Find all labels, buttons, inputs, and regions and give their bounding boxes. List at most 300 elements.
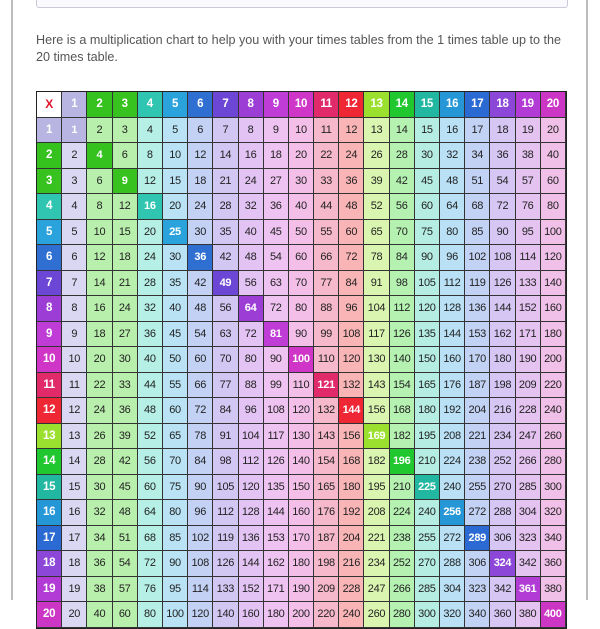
top-panel [36,0,568,8]
page-frame-left [11,0,13,600]
product-cell: 192 [339,500,364,526]
product-cell: 38 [87,577,112,603]
product-cell: 80 [541,194,566,220]
product-cell: 26 [87,424,112,450]
product-cell: 18 [264,143,289,169]
product-cell: 6 [188,118,213,144]
product-cell: 11 [314,118,339,144]
product-cell: 7 [213,118,238,144]
product-cell: 144 [490,296,515,322]
product-cell: 112 [239,449,264,475]
column-header: 9 [264,92,289,118]
square-cell: 121 [314,373,339,399]
product-cell: 180 [415,398,440,424]
row-header: 1 [37,118,62,144]
product-cell: 88 [314,296,339,322]
product-cell: 19 [62,577,87,603]
product-cell: 221 [465,424,490,450]
product-cell: 99 [314,322,339,348]
product-cell: 34 [87,526,112,552]
product-cell: 64 [440,194,465,220]
product-cell: 187 [465,373,490,399]
product-cell: 17 [465,118,490,144]
product-cell: 27 [264,169,289,195]
square-cell: 25 [163,220,188,246]
product-cell: 320 [541,500,566,526]
product-cell: 135 [415,322,440,348]
product-cell: 10 [62,347,87,373]
product-cell: 221 [364,526,389,552]
product-cell: 342 [490,577,515,603]
product-cell: 40 [239,220,264,246]
product-cell: 220 [541,373,566,399]
product-cell: 176 [440,373,465,399]
product-cell: 209 [516,373,541,399]
product-cell: 10 [163,143,188,169]
product-cell: 190 [516,347,541,373]
row-header: 4 [37,194,62,220]
product-cell: 84 [213,398,238,424]
product-cell: 30 [163,245,188,271]
product-cell: 126 [390,322,415,348]
product-cell: 143 [314,424,339,450]
product-cell: 51 [113,526,138,552]
product-cell: 144 [264,500,289,526]
product-cell: 78 [188,424,213,450]
product-cell: 40 [289,194,314,220]
product-cell: 216 [490,398,515,424]
square-cell: 49 [213,271,238,297]
square-cell: 324 [490,551,515,577]
product-cell: 66 [188,373,213,399]
product-cell: 22 [314,143,339,169]
product-cell: 304 [440,577,465,603]
corner-label: X [37,92,62,118]
product-cell: 85 [465,220,490,246]
product-cell: 192 [440,398,465,424]
product-cell: 17 [62,526,87,552]
product-cell: 144 [239,551,264,577]
product-cell: 77 [213,373,238,399]
product-cell: 38 [516,143,541,169]
product-cell: 108 [264,398,289,424]
row-header: 14 [37,449,62,475]
product-cell: 90 [188,475,213,501]
product-cell: 272 [440,526,465,552]
product-cell: 216 [339,551,364,577]
product-cell: 105 [415,271,440,297]
product-cell: 240 [541,398,566,424]
product-cell: 65 [364,220,389,246]
product-cell: 342 [516,551,541,577]
product-cell: 80 [163,500,188,526]
product-cell: 90 [289,322,314,348]
product-cell: 180 [289,551,314,577]
product-cell: 220 [314,602,339,628]
product-cell: 100 [541,220,566,246]
product-cell: 130 [364,347,389,373]
product-cell: 36 [264,194,289,220]
product-cell: 60 [541,169,566,195]
product-cell: 240 [415,500,440,526]
product-cell: 168 [390,398,415,424]
product-cell: 110 [289,373,314,399]
product-cell: 168 [339,449,364,475]
product-cell: 72 [188,398,213,424]
column-header: 12 [339,92,364,118]
product-cell: 33 [314,169,339,195]
product-cell: 68 [465,194,490,220]
product-cell: 6 [87,169,112,195]
product-cell: 140 [541,271,566,297]
product-cell: 76 [138,577,163,603]
product-cell: 28 [213,194,238,220]
product-cell: 144 [440,322,465,348]
product-cell: 40 [87,602,112,628]
row-header: 15 [37,475,62,501]
product-cell: 160 [239,602,264,628]
product-cell: 72 [138,551,163,577]
product-cell: 15 [113,220,138,246]
product-cell: 12 [188,143,213,169]
product-cell: 165 [415,373,440,399]
product-cell: 187 [314,526,339,552]
product-cell: 20 [62,602,87,628]
product-cell: 60 [163,398,188,424]
product-cell: 70 [213,347,238,373]
product-cell: 3 [62,169,87,195]
square-cell: 400 [541,602,566,628]
product-cell: 120 [289,398,314,424]
product-cell: 270 [490,475,515,501]
product-cell: 90 [490,220,515,246]
product-cell: 42 [113,449,138,475]
product-cell: 28 [87,449,112,475]
product-cell: 160 [440,347,465,373]
product-cell: 4 [138,118,163,144]
product-cell: 84 [339,271,364,297]
product-cell: 14 [62,449,87,475]
square-cell: 289 [465,526,490,552]
product-cell: 15 [415,118,440,144]
product-cell: 247 [516,424,541,450]
product-cell: 32 [87,500,112,526]
product-cell: 20 [138,220,163,246]
product-cell: 42 [390,169,415,195]
product-cell: 60 [339,220,364,246]
product-cell: 108 [339,322,364,348]
product-cell: 44 [138,373,163,399]
product-cell: 108 [188,551,213,577]
product-cell: 195 [364,475,389,501]
product-cell: 39 [113,424,138,450]
row-header: 2 [37,143,62,169]
product-cell: 180 [541,322,566,348]
product-cell: 66 [314,245,339,271]
product-cell: 156 [339,424,364,450]
product-cell: 14 [87,271,112,297]
product-cell: 255 [415,526,440,552]
product-cell: 104 [239,424,264,450]
product-cell: 126 [213,551,238,577]
product-cell: 40 [541,143,566,169]
product-cell: 238 [465,449,490,475]
product-cell: 171 [516,322,541,348]
product-cell: 96 [239,398,264,424]
square-cell: 4 [87,143,112,169]
product-cell: 270 [415,551,440,577]
product-cell: 30 [289,169,314,195]
product-cell: 96 [339,296,364,322]
product-cell: 60 [415,194,440,220]
product-cell: 48 [339,194,364,220]
product-cell: 28 [138,271,163,297]
column-header: 20 [541,92,566,118]
product-cell: 210 [390,475,415,501]
product-cell: 12 [339,118,364,144]
square-cell: 256 [440,500,465,526]
product-cell: 50 [289,220,314,246]
product-cell: 84 [390,245,415,271]
product-cell: 63 [264,271,289,297]
product-cell: 91 [364,271,389,297]
product-cell: 18 [113,245,138,271]
product-cell: 200 [289,602,314,628]
row-header: 12 [37,398,62,424]
product-cell: 70 [390,220,415,246]
product-cell: 16 [87,296,112,322]
product-cell: 15 [62,475,87,501]
product-cell: 153 [264,526,289,552]
product-cell: 19 [516,118,541,144]
product-cell: 133 [213,577,238,603]
product-cell: 2 [62,143,87,169]
intro-paragraph: Here is a multiplication chart to help you with your times tables from the 1 times table up to the 20 times table. [36,33,561,64]
product-cell: 72 [239,322,264,348]
product-cell: 200 [541,347,566,373]
product-cell: 55 [163,373,188,399]
row-header: 6 [37,245,62,271]
product-cell: 20 [541,118,566,144]
product-cell: 150 [415,347,440,373]
product-cell: 10 [289,118,314,144]
column-header: 19 [516,92,541,118]
row-header: 3 [37,169,62,195]
column-header: 10 [289,92,314,118]
product-cell: 6 [62,245,87,271]
product-cell: 306 [490,526,515,552]
product-cell: 14 [390,118,415,144]
product-cell: 45 [163,322,188,348]
product-cell: 4 [62,194,87,220]
product-cell: 65 [163,424,188,450]
product-cell: 228 [339,577,364,603]
product-cell: 204 [465,398,490,424]
product-cell: 135 [264,475,289,501]
product-cell: 60 [138,475,163,501]
product-cell: 36 [490,143,515,169]
product-cell: 54 [113,551,138,577]
column-header: 4 [138,92,163,118]
product-cell: 234 [490,424,515,450]
product-cell: 252 [490,449,515,475]
product-cell: 2 [87,118,112,144]
product-cell: 300 [415,602,440,628]
product-cell: 8 [62,296,87,322]
product-cell: 9 [62,322,87,348]
product-cell: 40 [163,296,188,322]
product-cell: 136 [239,526,264,552]
row-header: 7 [37,271,62,297]
product-cell: 36 [138,322,163,348]
column-header: 5 [163,92,188,118]
product-cell: 91 [213,424,238,450]
product-cell: 84 [188,449,213,475]
product-cell: 255 [465,475,490,501]
product-cell: 198 [490,373,515,399]
column-header: 1 [62,92,87,118]
product-cell: 280 [390,602,415,628]
product-cell: 285 [415,577,440,603]
product-cell: 57 [113,577,138,603]
product-cell: 18 [62,551,87,577]
product-cell: 54 [490,169,515,195]
product-cell: 3 [113,118,138,144]
product-cell: 24 [138,245,163,271]
product-cell: 153 [465,322,490,348]
product-cell: 162 [264,551,289,577]
product-cell: 68 [138,526,163,552]
column-header: 14 [390,92,415,118]
product-cell: 126 [264,449,289,475]
product-cell: 280 [541,449,566,475]
product-cell: 7 [62,271,87,297]
product-cell: 56 [213,296,238,322]
product-cell: 323 [465,577,490,603]
square-cell: 144 [339,398,364,424]
product-cell: 54 [188,322,213,348]
product-cell: 78 [364,245,389,271]
product-cell: 170 [465,347,490,373]
product-cell: 8 [239,118,264,144]
product-cell: 16 [440,118,465,144]
product-cell: 45 [264,220,289,246]
product-cell: 20 [87,347,112,373]
square-cell: 361 [516,577,541,603]
product-cell: 120 [415,296,440,322]
product-cell: 119 [465,271,490,297]
column-header: 15 [415,92,440,118]
product-cell: 320 [440,602,465,628]
product-cell: 13 [364,118,389,144]
row-header: 5 [37,220,62,246]
product-cell: 104 [364,296,389,322]
product-cell: 15 [163,169,188,195]
product-cell: 76 [516,194,541,220]
product-cell: 110 [314,347,339,373]
row-header: 9 [37,322,62,348]
product-cell: 12 [87,245,112,271]
product-cell: 128 [239,500,264,526]
product-cell: 176 [314,500,339,526]
product-cell: 36 [113,398,138,424]
product-cell: 165 [314,475,339,501]
product-cell: 72 [490,194,515,220]
product-cell: 10 [87,220,112,246]
product-cell: 45 [415,169,440,195]
product-cell: 33 [113,373,138,399]
product-cell: 80 [239,347,264,373]
product-cell: 105 [213,475,238,501]
product-cell: 64 [138,500,163,526]
product-cell: 80 [289,296,314,322]
product-cell: 27 [113,322,138,348]
row-header: 8 [37,296,62,322]
product-cell: 56 [390,194,415,220]
square-cell: 9 [113,169,138,195]
product-cell: 98 [390,271,415,297]
product-cell: 44 [314,194,339,220]
product-cell: 18 [87,322,112,348]
product-cell: 304 [516,500,541,526]
square-cell: 81 [264,322,289,348]
product-cell: 95 [163,577,188,603]
product-cell: 72 [339,245,364,271]
product-cell: 70 [289,271,314,297]
product-cell: 48 [113,500,138,526]
product-cell: 130 [289,424,314,450]
product-cell: 20 [289,143,314,169]
product-cell: 34 [465,143,490,169]
product-cell: 114 [516,245,541,271]
product-cell: 88 [239,373,264,399]
product-cell: 32 [440,143,465,169]
square-cell: 169 [364,424,389,450]
product-cell: 204 [339,526,364,552]
product-cell: 114 [188,577,213,603]
row-header: 10 [37,347,62,373]
product-cell: 99 [264,373,289,399]
product-cell: 95 [516,220,541,246]
product-cell: 70 [163,449,188,475]
column-header: 13 [364,92,389,118]
product-cell: 60 [188,347,213,373]
product-cell: 56 [138,449,163,475]
column-header: 6 [188,92,213,118]
row-header: 13 [37,424,62,450]
product-cell: 48 [239,245,264,271]
product-cell: 24 [87,398,112,424]
product-cell: 228 [516,398,541,424]
product-cell: 198 [314,551,339,577]
product-cell: 12 [113,194,138,220]
product-cell: 152 [239,577,264,603]
product-cell: 16 [62,500,87,526]
product-cell: 50 [163,347,188,373]
product-cell: 224 [390,500,415,526]
product-cell: 306 [465,551,490,577]
product-cell: 80 [138,602,163,628]
product-cell: 16 [239,143,264,169]
column-header: 2 [87,92,112,118]
product-cell: 80 [440,220,465,246]
product-cell: 162 [490,322,515,348]
product-cell: 5 [163,118,188,144]
product-cell: 234 [364,551,389,577]
product-cell: 182 [364,449,389,475]
product-cell: 119 [213,526,238,552]
column-header: 17 [465,92,490,118]
